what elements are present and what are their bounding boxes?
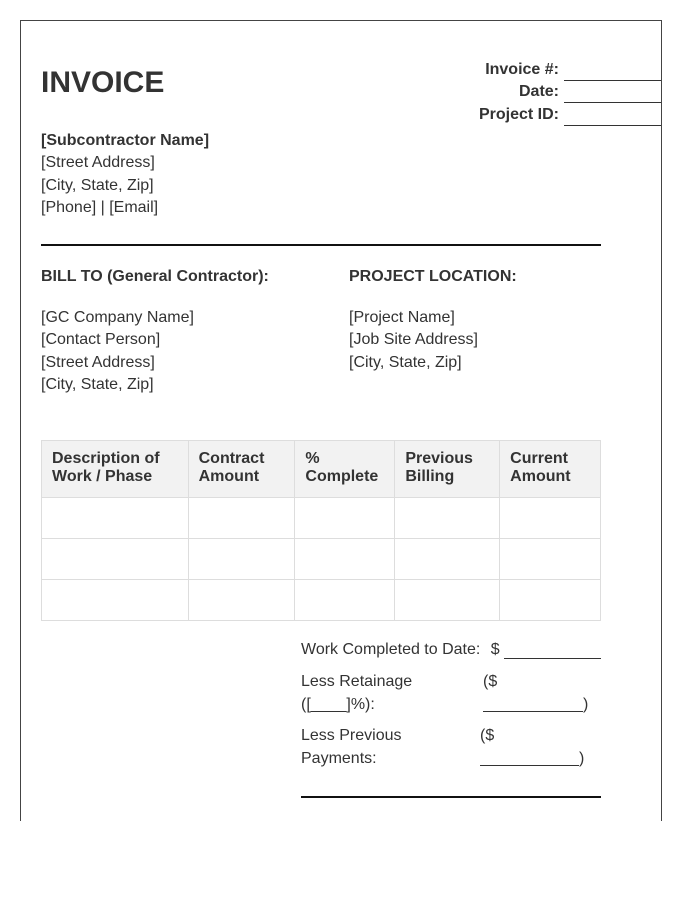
table-cell[interactable] xyxy=(395,539,500,580)
date-label: Date: xyxy=(518,83,559,100)
date-row xyxy=(479,81,661,104)
table-cell[interactable] xyxy=(395,498,500,539)
header-contract-amount: Contract Amount xyxy=(188,441,295,498)
table-cell[interactable] xyxy=(500,580,601,621)
bill-to-street: [Street Address] xyxy=(41,353,155,371)
invoice-number-label: Invoice #: xyxy=(485,60,559,78)
retainage-label-line2: ([____]%): xyxy=(301,696,375,713)
retainage-row xyxy=(301,670,601,724)
table-cell[interactable] xyxy=(395,580,500,621)
table-cell[interactable] xyxy=(42,539,189,580)
bill-to-heading: BILL TO (General Contractor): xyxy=(41,268,269,285)
header-percent-complete: % Complete xyxy=(295,441,395,498)
invoice-title: INVOICE xyxy=(41,66,165,99)
table-cell[interactable] xyxy=(188,539,295,580)
project-location-heading: PROJECT LOCATION: xyxy=(349,268,517,285)
subcontractor-contact: [Phone] | [Email] xyxy=(41,198,159,216)
table-row xyxy=(42,498,601,539)
previous-payments-field[interactable] xyxy=(480,749,579,766)
previous-payments-label-line2: Payments: xyxy=(301,750,377,767)
subcontractor-name: [Subcontractor Name] xyxy=(41,132,210,149)
invoice-number-field[interactable] xyxy=(564,64,661,81)
project-name: [Project Name] xyxy=(349,309,455,326)
table-header-row xyxy=(42,441,601,498)
project-id-field[interactable] xyxy=(564,109,661,126)
previous-payments-label-line1: Less Previous xyxy=(301,727,402,744)
previous-payments-open: ($ xyxy=(480,727,495,744)
work-completed-row xyxy=(301,640,601,670)
table-cell[interactable] xyxy=(295,539,395,580)
table-cell[interactable] xyxy=(42,498,189,539)
header-previous-billing: Previous Billing xyxy=(395,441,500,498)
subcontractor-street: [Street Address] xyxy=(41,154,155,172)
previous-payments-close: ) xyxy=(579,750,585,767)
project-id-label: Project ID: xyxy=(478,105,559,123)
table-row xyxy=(42,580,601,621)
previous-payments-row xyxy=(301,724,601,778)
retainage-field[interactable] xyxy=(483,695,583,712)
work-completed-field[interactable] xyxy=(504,642,601,659)
header-divider xyxy=(41,244,601,246)
table-cell[interactable] xyxy=(500,539,601,580)
work-completed-label: Work Completed to Date: xyxy=(301,641,481,658)
project-id-row xyxy=(479,103,661,126)
invoice-meta xyxy=(479,58,661,126)
work-completed-prefix: $ xyxy=(490,641,500,658)
table-row xyxy=(42,539,601,580)
table-cell[interactable] xyxy=(188,498,295,539)
job-site-address: [Job Site Address] xyxy=(349,331,478,349)
project-city: [City, State, Zip] xyxy=(349,353,462,371)
table-cell[interactable] xyxy=(42,580,189,621)
bill-to-company: [GC Company Name] xyxy=(41,309,194,326)
table-cell[interactable] xyxy=(295,580,395,621)
subcontractor-city: [City, State, Zip] xyxy=(41,176,154,194)
table-cell[interactable] xyxy=(188,580,295,621)
table-cell[interactable] xyxy=(500,498,601,539)
bill-to-block xyxy=(41,266,269,396)
retainage-label-line1: Less Retainage xyxy=(301,673,413,690)
totals-block xyxy=(301,640,601,778)
totals-divider xyxy=(301,796,601,798)
project-location-block xyxy=(349,266,517,374)
table-cell[interactable] xyxy=(295,498,395,539)
work-items-table xyxy=(41,440,601,621)
invoice-number-row xyxy=(479,58,661,81)
retainage-open: ($ xyxy=(483,673,498,690)
header-current-amount: Current Amount xyxy=(500,441,601,498)
subcontractor-block xyxy=(41,130,209,219)
bill-to-contact: [Contact Person] xyxy=(41,331,161,349)
retainage-close: ) xyxy=(583,696,589,713)
bill-to-city: [City, State, Zip] xyxy=(41,375,154,393)
header-description: Description of Work / Phase xyxy=(42,441,189,498)
date-field[interactable] xyxy=(564,86,661,103)
